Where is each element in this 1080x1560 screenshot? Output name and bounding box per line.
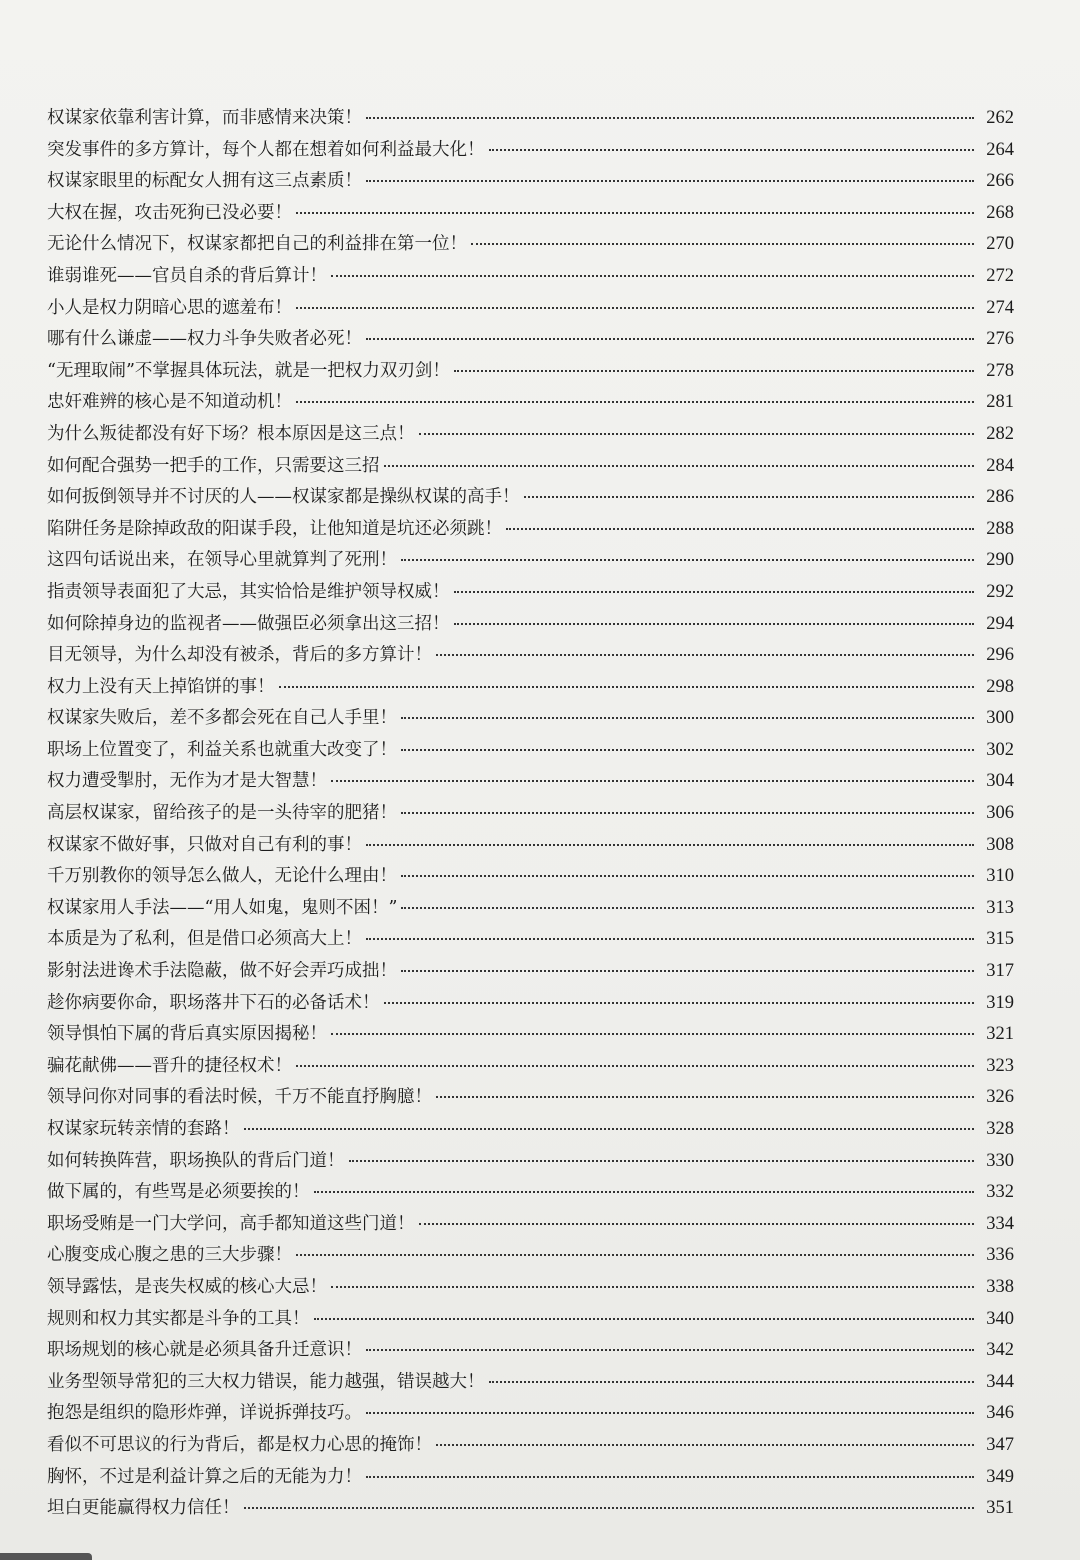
toc-entry-title: 无论什么情况下，权谋家都把自己的利益排在第一位！: [47, 234, 467, 255]
toc-entry-title: 本质是为了私利，但是借口必须高大上！: [47, 929, 362, 950]
dot-leader: [401, 749, 974, 751]
toc-entry-title: 大权在握，攻击死狗已没必要！: [47, 202, 292, 223]
dot-leader: [366, 844, 974, 846]
dot-leader: [349, 1160, 975, 1162]
toc-entry-title: 千万别教你的领导怎么做人，无论什么理由！: [47, 866, 397, 887]
toc-entry-page-number: 282: [986, 423, 1014, 444]
dot-leader: [506, 528, 974, 530]
dot-leader: [244, 1507, 975, 1509]
toc-entry-page-number: 296: [986, 645, 1014, 666]
toc-entry-page-number: 342: [986, 1340, 1014, 1361]
toc-entry: [47, 703, 1014, 735]
toc-entry-title: 骗花献佛——晋升的捷径权术！: [47, 1055, 292, 1076]
toc-entry: [47, 988, 1014, 1020]
toc-entry: [47, 1430, 1014, 1462]
toc-entry-page-number: 294: [986, 613, 1014, 634]
dot-leader: [296, 401, 974, 403]
toc-entry-page-number: 300: [986, 708, 1014, 729]
toc-entry-page-number: 344: [986, 1371, 1014, 1392]
toc-entry-page-number: 317: [986, 961, 1014, 982]
toc-entry-page-number: 262: [986, 108, 1014, 128]
toc-entry-title: 坦白更能赢得权力信任！: [47, 1498, 240, 1519]
toc-entry-title: 权谋家玩转亲情的套路！: [47, 1119, 240, 1139]
toc-entry-page-number: 284: [986, 455, 1014, 476]
toc-entry-title: 做下属的，有些骂是必须要挨的！: [47, 1182, 310, 1203]
toc-entry-page-number: 288: [986, 518, 1014, 539]
toc-entry-page-number: 264: [986, 139, 1014, 160]
toc-entry-page-number: 347: [986, 1434, 1014, 1455]
dot-leader: [296, 307, 974, 309]
dot-leader: [471, 243, 974, 245]
toc-entry-page-number: 321: [986, 1024, 1014, 1045]
toc-entry-page-number: 268: [986, 202, 1014, 223]
toc-entry-page-number: 308: [986, 834, 1014, 855]
dot-leader: [244, 1128, 975, 1130]
dot-leader: [366, 117, 974, 119]
toc-entry: [47, 609, 1014, 641]
dot-leader: [401, 907, 974, 909]
dot-leader: [366, 938, 974, 940]
toc-entry: [47, 924, 1014, 956]
toc-entry-title: 如何转换阵营，职场换队的背后门道！: [47, 1150, 345, 1171]
dot-leader: [279, 686, 975, 688]
toc-entry-page-number: 334: [986, 1213, 1014, 1234]
toc-entry-page-number: 336: [986, 1245, 1014, 1266]
toc-entry-page-number: 306: [986, 803, 1014, 824]
toc-entry-title: 小人是权力阴暗心思的遮羞布！: [47, 297, 292, 318]
toc-entry-title: 如何扳倒领导并不讨厌的人——权谋家都是操纵权谋的高手！: [47, 487, 520, 508]
dot-leader: [366, 180, 974, 182]
toc-entry-page-number: 315: [986, 929, 1014, 950]
dot-leader: [314, 1318, 975, 1320]
toc-entry: [47, 1304, 1014, 1336]
toc-entry-title: 高层权谋家，留给孩子的是一头待宰的肥猪！: [47, 803, 397, 824]
dot-leader: [436, 654, 974, 656]
toc-entry-title: 权谋家失败后，差不多都会死在自己人手里！: [47, 708, 397, 729]
toc-entry-title: 这四句话说出来，在领导心里就算判了死刑！: [47, 550, 397, 571]
toc-entry: [47, 514, 1014, 546]
toc-entry: [47, 356, 1014, 388]
toc-entry: [47, 893, 1014, 925]
toc-entry-title: 忠奸难辨的核心是不知道动机！: [47, 392, 292, 413]
toc-entry: [47, 672, 1014, 704]
toc-entry-page-number: 330: [986, 1150, 1014, 1171]
toc-entry-title: 如何配合强势一把手的工作，只需要这三招: [47, 455, 380, 476]
toc-entry-page-number: 328: [986, 1119, 1014, 1139]
dot-leader: [401, 812, 974, 814]
toc-entry-title: 规则和权力其实都是斗争的工具！: [47, 1308, 310, 1329]
toc-entry-page-number: 276: [986, 329, 1014, 350]
dot-leader: [401, 717, 974, 719]
toc-entry-page-number: 274: [986, 297, 1014, 318]
toc-entry: [47, 1019, 1014, 1051]
dot-leader: [436, 1444, 974, 1446]
dot-leader: [314, 1191, 975, 1193]
toc-entry-title: 职场受贿是一门大学问，高手都知道这些门道！: [47, 1213, 415, 1234]
toc-entry: [47, 293, 1014, 325]
toc-entry-page-number: 304: [986, 771, 1014, 792]
toc-entry: [47, 1177, 1014, 1209]
toc-entry: [47, 1493, 1014, 1525]
toc-entry: [47, 861, 1014, 893]
dot-leader: [401, 970, 974, 972]
toc-entry: [47, 451, 1014, 483]
dot-leader: [331, 275, 974, 277]
toc-entry: [47, 1335, 1014, 1367]
toc-entry: [47, 798, 1014, 830]
toc-entry-title: 趁你病要你命，职场落井下石的必备话术！: [47, 992, 380, 1013]
toc-entry-title: 目无领导，为什么却没有被杀，背后的多方算计！: [47, 645, 432, 666]
toc-entry-title: 突发事件的多方算计，每个人都在想着如何利益最大化！: [47, 139, 485, 160]
toc-entry-page-number: 272: [986, 265, 1014, 286]
toc-entry-page-number: 326: [986, 1087, 1014, 1108]
table-of-contents: [47, 103, 1014, 1525]
toc-entry: [47, 1240, 1014, 1272]
toc-entry-title: 业务型领导常犯的三大权力错误，能力越强，错误越大！: [47, 1371, 485, 1392]
dot-leader: [366, 1412, 974, 1414]
toc-entry: [47, 387, 1014, 419]
toc-entry: [47, 735, 1014, 767]
dot-leader: [454, 591, 975, 593]
dot-leader: [419, 1223, 975, 1225]
toc-entry: [47, 1272, 1014, 1304]
toc-entry-page-number: 278: [986, 360, 1014, 381]
toc-entry-title: 心腹变成心腹之患的三大步骤！: [47, 1245, 292, 1266]
toc-entry: [47, 830, 1014, 862]
toc-entry: [47, 135, 1014, 167]
toc-entry-title: 如何除掉身边的监视者——做强臣必须拿出这三招！: [47, 613, 450, 634]
toc-entry: [47, 766, 1014, 798]
toc-entry-title: 权谋家依靠利害计算，而非感情来决策！: [47, 108, 362, 128]
toc-entry: [47, 324, 1014, 356]
toc-entry-title: 领导问你对同事的看法时候，千万不能直抒胸臆！: [47, 1087, 432, 1108]
dot-leader: [366, 338, 974, 340]
toc-entry-page-number: 266: [986, 171, 1014, 192]
toc-entry: [47, 166, 1014, 198]
dot-leader: [384, 465, 975, 467]
toc-entry: [47, 419, 1014, 451]
toc-entry-title: 权力上没有天上掉馅饼的事！: [47, 676, 275, 697]
dot-leader: [401, 875, 974, 877]
toc-entry: [47, 1209, 1014, 1241]
toc-entry-page-number: 319: [986, 992, 1014, 1013]
toc-entry-page-number: 292: [986, 581, 1014, 602]
toc-entry-page-number: 351: [986, 1498, 1014, 1519]
toc-entry: [47, 1367, 1014, 1399]
toc-entry-page-number: 338: [986, 1276, 1014, 1297]
toc-entry-title: 谁弱谁死——官员自杀的背后算计！: [47, 265, 327, 286]
toc-entry-title: 看似不可思议的行为背后，都是权力心思的掩饰！: [47, 1434, 432, 1455]
toc-entry: [47, 956, 1014, 988]
dot-leader: [296, 1065, 974, 1067]
dot-leader: [401, 559, 974, 561]
toc-entry-page-number: 298: [986, 676, 1014, 697]
toc-entry: [47, 261, 1014, 293]
dot-leader: [489, 149, 975, 151]
dot-leader: [331, 1286, 974, 1288]
toc-entry: [47, 198, 1014, 230]
toc-entry-title: 权力遭受掣肘，无作为才是大智慧！: [47, 771, 327, 792]
toc-entry: [47, 103, 1014, 135]
dot-leader: [366, 1349, 974, 1351]
toc-entry-page-number: 270: [986, 234, 1014, 255]
toc-entry-page-number: 346: [986, 1403, 1014, 1424]
toc-entry-page-number: 310: [986, 866, 1014, 887]
toc-entry-title: 指责领导表面犯了大忌，其实恰恰是维护领导权威！: [47, 581, 450, 602]
toc-entry-title: 权谋家不做好事，只做对自己有利的事！: [47, 834, 362, 855]
toc-entry-title: 为什么叛徒都没有好下场？根本原因是这三点！: [47, 423, 415, 444]
dot-leader: [419, 433, 975, 435]
toc-entry-title: 哪有什么谦虚——权力斗争失败者必死！: [47, 329, 362, 350]
toc-entry-title: 权谋家用人手法——“用人如鬼，鬼则不困！”: [47, 897, 398, 918]
dot-leader: [331, 780, 974, 782]
toc-entry: [47, 1082, 1014, 1114]
dot-leader: [296, 1254, 974, 1256]
toc-entry-page-number: 313: [986, 897, 1014, 918]
dot-leader: [296, 212, 974, 214]
dot-leader: [524, 496, 975, 498]
toc-entry-page-number: 286: [986, 487, 1014, 508]
toc-entry-page-number: 290: [986, 550, 1014, 571]
toc-entry-title: 领导惧怕下属的背后真实原因揭秘！: [47, 1024, 327, 1045]
dot-leader: [489, 1381, 975, 1383]
toc-entry-title: 影射法进谗术手法隐蔽，做不好会弄巧成拙！: [47, 961, 397, 982]
toc-entry: [47, 1114, 1014, 1146]
dot-leader: [384, 1002, 975, 1004]
toc-entry-title: 胸怀，不过是利益计算之后的无能为力！: [47, 1466, 362, 1487]
toc-entry: [47, 1398, 1014, 1430]
dot-leader: [436, 1096, 974, 1098]
toc-entry-page-number: 340: [986, 1308, 1014, 1329]
toc-entry: [47, 1462, 1014, 1494]
dot-leader: [454, 623, 975, 625]
toc-entry-title: 职场规划的核心就是必须具备升迁意识！: [47, 1340, 362, 1361]
scan-edge-mark: [0, 1553, 92, 1560]
toc-entry: [47, 545, 1014, 577]
toc-entry: [47, 482, 1014, 514]
dot-leader: [331, 1033, 974, 1035]
toc-entry: [47, 229, 1014, 261]
toc-entry-page-number: 281: [986, 392, 1014, 413]
toc-entry-page-number: 302: [986, 739, 1014, 760]
toc-entry: [47, 1146, 1014, 1178]
toc-entry: [47, 1051, 1014, 1083]
toc-entry-title: 陷阱任务是除掉政敌的阳谋手段，让他知道是坑还必须跳！: [47, 518, 502, 539]
toc-entry: [47, 577, 1014, 609]
toc-entry-title: 领导露怯，是丧失权威的核心大忌！: [47, 1276, 327, 1297]
toc-entry-page-number: 349: [986, 1466, 1014, 1487]
toc-entry-page-number: 323: [986, 1055, 1014, 1076]
toc-entry-title: 抱怨是组织的隐形炸弹，详说拆弹技巧。: [47, 1403, 362, 1424]
toc-entry-title: “无理取闹”不掌握具体玩法，就是一把权力双刃剑！: [47, 360, 450, 381]
toc-entry-page-number: 332: [986, 1182, 1014, 1203]
toc-entry-title: 职场上位置变了，利益关系也就重大改变了！: [47, 739, 397, 760]
dot-leader: [454, 370, 974, 372]
toc-entry: [47, 640, 1014, 672]
toc-entry-title: 权谋家眼里的标配女人拥有这三点素质！: [47, 171, 362, 192]
dot-leader: [366, 1476, 974, 1478]
